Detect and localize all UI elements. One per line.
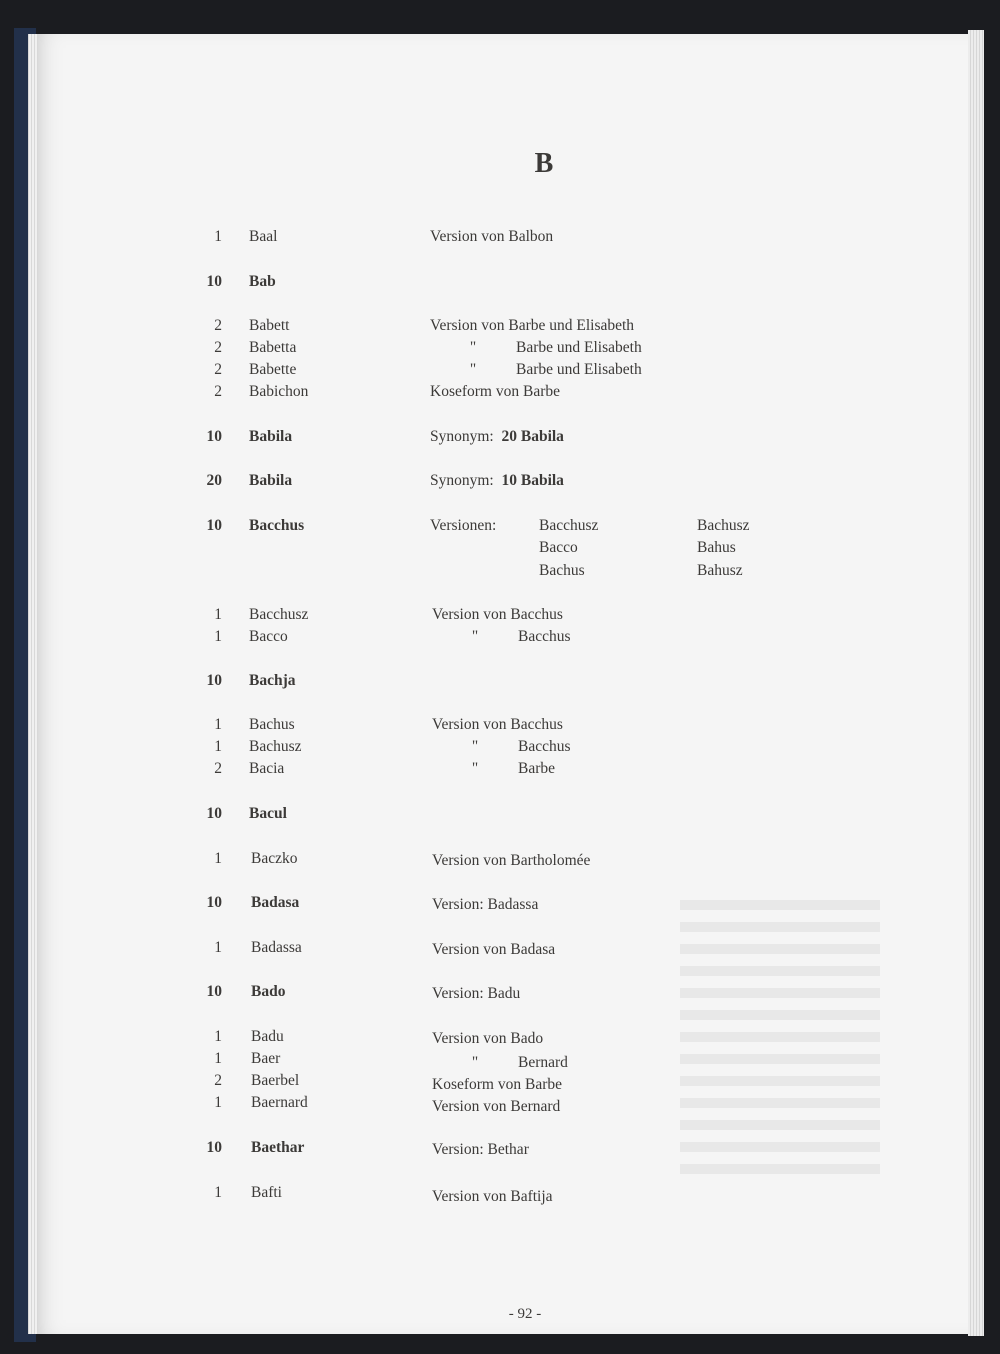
- description-text: Barbe: [518, 760, 556, 777]
- entry-number: 1: [214, 628, 222, 645]
- entry-row: [0, 426, 1000, 448]
- description-text: Koseform von Barbe: [432, 1076, 562, 1093]
- entry-row: [0, 626, 1000, 648]
- description-text: Barbe und Elisabeth: [516, 339, 642, 356]
- entry-row: [0, 736, 1000, 758]
- description-text: Bacchus: [518, 738, 571, 755]
- entry-number: 10: [206, 1139, 222, 1156]
- entry-row: [0, 1182, 1000, 1204]
- entry-description: [432, 626, 571, 648]
- entry-description: [432, 983, 520, 1005]
- versions-column-1: [539, 515, 598, 582]
- entry-row: [0, 848, 1000, 870]
- entry-number: 2: [214, 339, 222, 356]
- entry-name: Bachus: [249, 716, 295, 733]
- entry-description: [432, 1186, 553, 1208]
- description-text: Version von Bartholomée: [432, 852, 591, 869]
- entry-name: Baczko: [251, 850, 298, 867]
- entry-row: [0, 271, 1000, 293]
- synonym-target: 10 Babila: [501, 472, 564, 489]
- entry-number: 10: [206, 983, 222, 1000]
- description-text: Version von Bacchus: [432, 606, 563, 623]
- entry-name: Baer: [251, 1050, 281, 1067]
- entry-number: 1: [214, 716, 222, 733]
- entry-row: [0, 226, 1000, 248]
- entry-number: 20: [206, 472, 222, 489]
- entry-description: [432, 714, 563, 736]
- entry-number: 1: [214, 738, 222, 755]
- description-text: Version von Bacchus: [432, 716, 563, 733]
- entry-number: 1: [214, 1094, 222, 1111]
- entry-description: [430, 426, 564, 448]
- entry-row: [0, 1026, 1000, 1048]
- entry-name: Baernard: [251, 1094, 308, 1111]
- entry-row: [0, 714, 1000, 736]
- entry-name: Badassa: [251, 939, 302, 956]
- version-item: Bahusz: [697, 561, 743, 579]
- entry-name: Babett: [249, 317, 290, 334]
- entry-description: [430, 359, 642, 381]
- entry-number: 2: [214, 1072, 222, 1089]
- entry-row: [0, 1070, 1000, 1092]
- entry-row: [0, 1092, 1000, 1114]
- ditto-mark: ": [471, 760, 479, 777]
- entry-row: [0, 981, 1000, 1003]
- description-text: Version von Barbe und Elisabeth: [430, 317, 635, 334]
- description-text: Barbe und Elisabeth: [516, 361, 642, 378]
- entry-row: [0, 315, 1000, 337]
- entry-number: 1: [214, 939, 222, 956]
- entry-name: Bacchus: [249, 517, 305, 534]
- entry-number: 1: [214, 1184, 222, 1201]
- entry-description: [432, 850, 590, 872]
- entry-row: [0, 892, 1000, 914]
- entry-row: [0, 1048, 1000, 1070]
- description-text: Version: Badassa: [432, 896, 539, 913]
- entry-row: [0, 381, 1000, 403]
- version-item: Bachusz: [697, 517, 750, 534]
- synonym-label: Synonym:: [430, 428, 494, 445]
- entry-name: Bacia: [249, 760, 285, 777]
- entry-name: Bacchusz: [249, 606, 309, 623]
- ditto-mark: ": [471, 738, 479, 755]
- entry-number: 10: [206, 517, 222, 534]
- entry-name: Bafti: [251, 1184, 282, 1201]
- entry-description: [432, 894, 538, 916]
- description-text: Bacchus: [518, 628, 571, 645]
- entry-name: Babette: [249, 361, 297, 378]
- description-text: Koseform von Barbe: [430, 383, 560, 400]
- entry-number: 1: [214, 1050, 222, 1067]
- entry-number: 2: [214, 361, 222, 378]
- entry-row: [0, 604, 1000, 626]
- entry-description: [430, 226, 553, 248]
- entry-name: Babila: [249, 472, 293, 489]
- entry-description: [432, 939, 555, 961]
- ditto-mark: ": [469, 339, 477, 356]
- entry-number: 10: [206, 894, 222, 911]
- entry-number: 2: [214, 317, 222, 334]
- entry-name: Baerbel: [251, 1072, 300, 1089]
- entry-number: 2: [214, 760, 222, 777]
- entry-description: [432, 1028, 543, 1050]
- entry-name: Bachja: [249, 672, 296, 689]
- entry-name: Babichon: [249, 383, 309, 400]
- entry-description: [432, 1096, 560, 1118]
- entry-name: Bado: [251, 983, 286, 1000]
- entry-name: Badu: [251, 1028, 284, 1045]
- entry-row: [0, 670, 1000, 692]
- entry-description: [432, 1139, 529, 1161]
- entry-name: Baethar: [251, 1139, 305, 1156]
- entry-number: 10: [206, 672, 222, 689]
- entry-name: Baal: [249, 228, 278, 245]
- version-item: Bachus: [539, 561, 585, 579]
- entry-description: [430, 470, 564, 492]
- entry-name: Badasa: [251, 894, 300, 911]
- entry-name: Babila: [249, 428, 293, 445]
- entry-name: Babetta: [249, 339, 297, 356]
- description-text: Version von Baftija: [432, 1188, 553, 1205]
- page-number: - 92 -: [508, 1306, 542, 1322]
- synonym-target: 20 Babila: [501, 428, 564, 445]
- ditto-mark: ": [471, 628, 479, 645]
- entry-row: [0, 337, 1000, 359]
- version-item: Bahus: [697, 539, 736, 557]
- versions-column-2: [697, 515, 750, 582]
- entry-description: [430, 315, 634, 337]
- entry-description: [432, 736, 571, 758]
- entry-description: [430, 381, 560, 403]
- description-text: Version von Badasa: [432, 941, 556, 958]
- description-text: Version von Bernard: [432, 1098, 561, 1115]
- entry-description: [432, 604, 563, 626]
- entry-row: [0, 359, 1000, 381]
- entry-row: [0, 803, 1000, 825]
- entry-name: Bacul: [249, 805, 287, 822]
- entry-name: Bachusz: [249, 738, 302, 755]
- ditto-mark: ": [469, 361, 477, 378]
- entry-description: [430, 337, 642, 359]
- entry-name: Bacco: [249, 628, 288, 645]
- entry-row: [0, 1137, 1000, 1159]
- entry-number: 1: [214, 606, 222, 623]
- versions-label: Versionen:: [430, 517, 497, 534]
- version-item: Bacchusz: [539, 517, 599, 534]
- entry-name: Bab: [249, 273, 276, 290]
- entry-number: 10: [206, 273, 222, 290]
- entry-number: 1: [214, 228, 222, 245]
- version-item: Bacco: [539, 539, 578, 557]
- description-text: Version von Balbon: [430, 228, 554, 245]
- bacchus-versions: [0, 515, 1000, 585]
- description-text: Version: Bethar: [432, 1141, 529, 1158]
- description-text: Version von Bado: [432, 1030, 544, 1047]
- entry-row: [0, 937, 1000, 959]
- entry-number: 10: [206, 805, 222, 822]
- entry-number: 2: [214, 383, 222, 400]
- entry-number: 1: [214, 1028, 222, 1045]
- entry-row: [0, 758, 1000, 780]
- description-text: Bernard: [518, 1054, 568, 1071]
- entry-number: 1: [214, 850, 222, 867]
- synonym-label: Synonym:: [430, 472, 494, 489]
- section-letter: B: [534, 148, 554, 179]
- description-text: Version: Badu: [432, 985, 521, 1002]
- entry-number: 10: [206, 428, 222, 445]
- entry-row: [0, 470, 1000, 492]
- ditto-mark: ": [471, 1054, 479, 1071]
- entry-description: [432, 758, 555, 780]
